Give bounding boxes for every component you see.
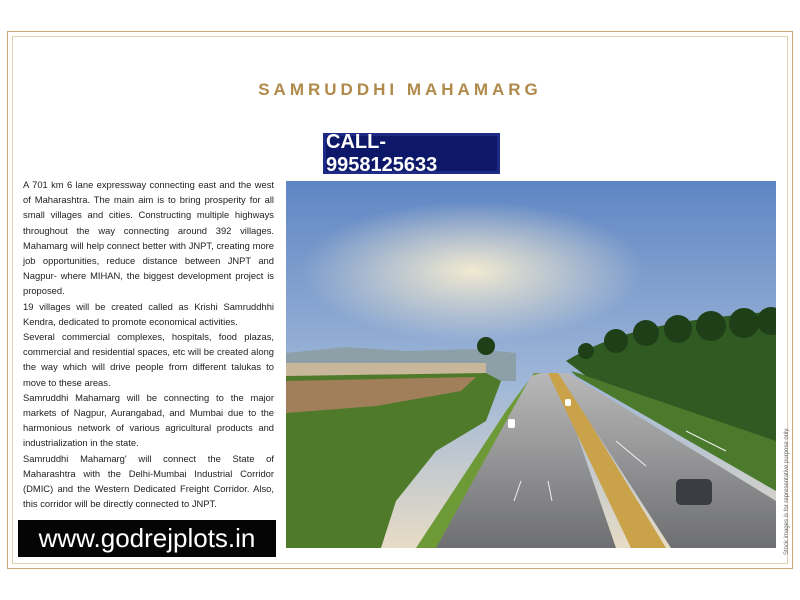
website-banner[interactable]: www.godrejplots.in (18, 520, 276, 557)
paragraph-villages: 19 villages will be created called as Krishi Samruddhhi Kendra, dedicated to promote economical activities. (23, 300, 274, 327)
call-banner[interactable]: CALL-9958125633 (323, 133, 500, 174)
expressway-photo (286, 181, 776, 548)
paragraph-markets: Samruddhi Mahamarg will be connecting to the major markets of Nagpur, Aurangabad, and Mumbai due to the harmonious network of various agricultural products and industrialization in the state. (23, 391, 274, 449)
paragraph-expressway: A 701 km 6 lane expressway connecting east and the west of Maharashtra. The main aim is to bring prosperity for all small villages and cities. Constructing multiple highways throughout the way connecting around 392 villages. Mahamarg will help connect better with JNPT, creating more job opportunities, reduce distance between JNPT and Nagpur- where MIHAN, the biggest development project is proposed. (23, 179, 274, 297)
paragraph-corridor: Samruddhi Mahamarg' will connect the State of Maharashtra with the Delhi-Mumbai Industrial Corridor (DMIC) and the Western Dedicated Freight Corridor. Also, this corridor will be directly connected to JNPT. (23, 452, 274, 510)
page-title: SAMRUDDHI MAHAMARG (258, 80, 542, 99)
disclaimer-text: Stock images is for representative purpose only. (784, 427, 790, 555)
paragraph-commercial: Several commercial complexes, hospitals, food plazas, commercial and residential spaces, etc will be created along the way which will drive people from different talukas to move to these areas. (23, 331, 274, 388)
description-text (23, 177, 274, 511)
